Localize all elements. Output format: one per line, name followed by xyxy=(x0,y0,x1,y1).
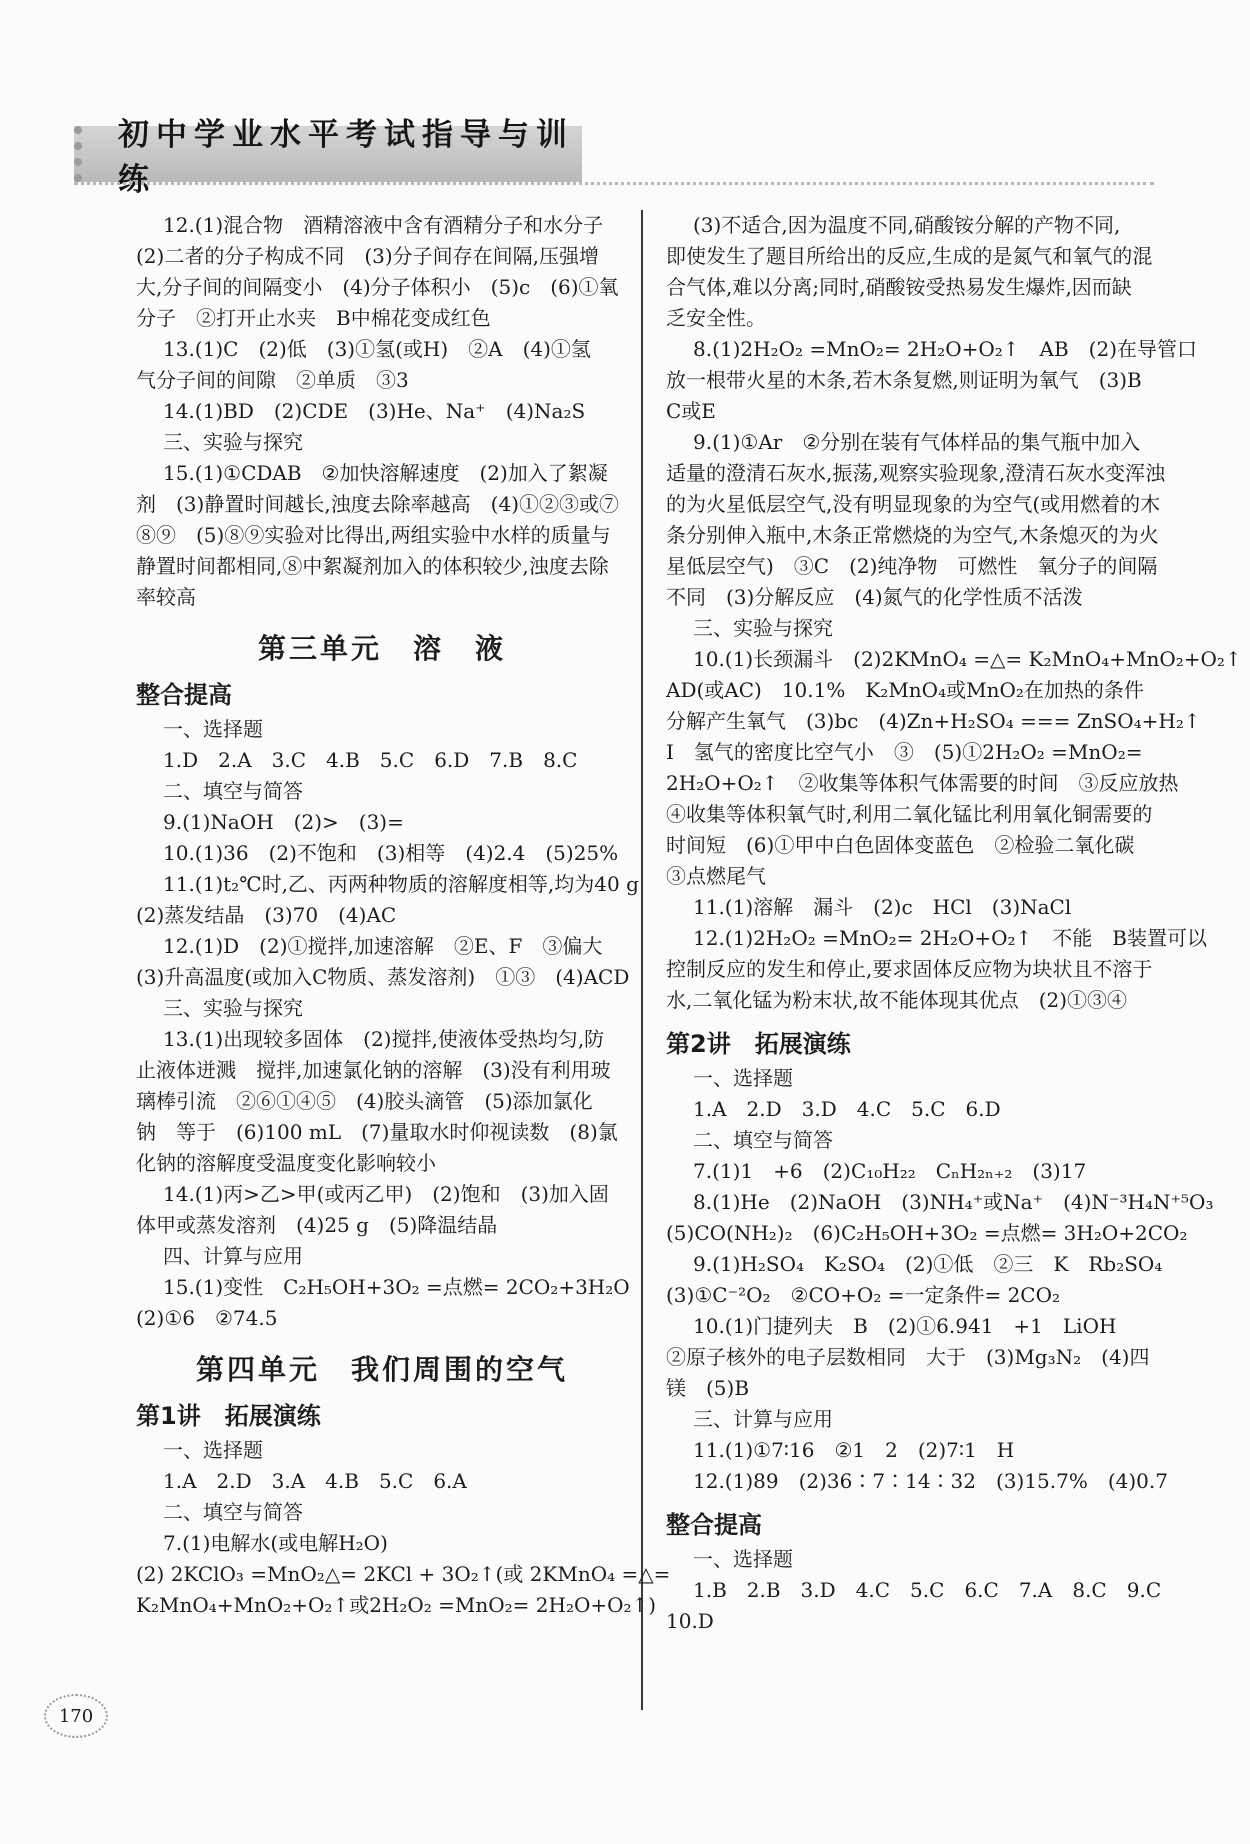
unit3-title: 第三单元 溶 液 xyxy=(257,632,506,665)
integration-answers xyxy=(666,1544,1160,1637)
text-line: 1.B 2.B 3.D 4.C 5.C 6.C 7.A 8.C 9.C xyxy=(693,1578,1162,1602)
text-line: 乏安全性。 xyxy=(666,306,766,330)
text-line: 10.(1)长颈漏斗 (2)2KMnO₄ =△= K₂MnO₄+MnO₂+O₂↑ xyxy=(693,647,1242,671)
text-line: 分解产生氧气 (3)bc (4)Zn+H₂SO₄ === ZnSO₄+H₂↑ xyxy=(666,709,1201,733)
text-line: 适量的澄清石灰水,振荡,观察实验现象,澄清石灰水变浑浊 xyxy=(666,461,1166,485)
text-line: 的为火星低层空气,没有明显现象的为空气(或用燃着的木 xyxy=(666,492,1161,516)
text-line: 放一根带火星的木条,若木条复燃,则证明为氧气 (3)B xyxy=(666,368,1142,392)
text-line: 12.(1)混合物 酒精溶液中含有酒精分子和水分子 xyxy=(163,213,604,237)
header-banner xyxy=(74,117,582,198)
unit4-title: 第四单元 我们周围的空气 xyxy=(195,1353,568,1386)
integration-heading: 整合提高 xyxy=(666,1511,762,1539)
text-line: 12.(1)D (2)①搅拌,加速溶解 ②E、F ③偏大 xyxy=(163,934,603,958)
text-line: 条分别伸入瓶中,木条正常燃烧的为空气,木条熄灭的为火 xyxy=(666,523,1159,547)
text-line: 率较高 xyxy=(136,585,196,609)
left-column xyxy=(136,210,671,1621)
text-line: 三、计算与应用 xyxy=(693,1407,833,1431)
lesson2-heading: 第2讲 拓展演练 xyxy=(666,1030,851,1058)
text-line: 8.(1)He (2)NaOH (3)NH₄⁺或Na⁺ (4)N⁻³H₄N⁺⁵O₃ xyxy=(693,1190,1214,1214)
text-line: 止液体迸溅 搅拌,加速氯化钠的溶解 (3)没有利用玻 xyxy=(136,1058,611,1082)
text-line: 合气体,难以分离;同时,硝酸铵受热易发生爆炸,因而缺 xyxy=(666,275,1132,299)
text-line: (3)升高温度(或加入C物质、蒸发溶剂) ①③ (4)ACD xyxy=(136,965,630,989)
text-line: (2)①6 ②74.5 xyxy=(136,1306,278,1330)
text-line: 分子 ②打开止水夹 B中棉花变成红色 xyxy=(136,306,491,330)
unit4-answers xyxy=(136,1435,671,1621)
text-line: 12.(1)2H₂O₂ =MnO₂= 2H₂O+O₂↑ 不能 B装置可以 xyxy=(693,926,1207,950)
text-line: 2H₂O+O₂↑ ②收集等体积气体需要的时间 ③反应放热 xyxy=(666,771,1179,795)
text-line: 7.(1)1 +6 (2)C₁₀H₂₂ CₙH₂ₙ₊₂ (3)17 xyxy=(693,1159,1087,1183)
text-line: C或E xyxy=(666,399,716,423)
page-number: 170 xyxy=(44,1694,108,1738)
text-line: ②原子核外的电子层数相同 大于 (3)Mg₃N₂ (4)四 xyxy=(666,1345,1150,1369)
text-line: 12.(1)89 (2)36∶7∶14∶32 (3)15.7% (4)0.7 xyxy=(693,1469,1168,1493)
text-line: 1.D 2.A 3.C 4.B 5.C 6.D 7.B 8.C xyxy=(163,748,578,772)
text-line: (2) 2KClO₃ =MnO₂△= 2KCl + 3O₂↑(或 2KMnO₄ =△= xyxy=(136,1562,671,1586)
text-line: 三、实验与探究 xyxy=(693,616,833,640)
text-line: K₂MnO₄+MnO₂+O₂↑或2H₂O₂ =MnO₂= 2H₂O+O₂↑) xyxy=(136,1593,657,1617)
text-line: 一、选择题 xyxy=(163,717,263,741)
text-line: 时间短 (6)①甲中白色固体变蓝色 ②检验二氧化碳 xyxy=(666,833,1135,857)
text-line: 三、实验与探究 xyxy=(163,430,303,454)
text-line: 13.(1)C (2)低 (3)①氢(或H) ②A (4)①氢 xyxy=(163,337,591,361)
text-line: 1.A 2.D 3.A 4.B 5.C 6.A xyxy=(163,1469,467,1493)
text-line: 三、实验与探究 xyxy=(163,996,303,1020)
text-line: 9.(1)①Ar ②分别在装有气体样品的集气瓶中加入 xyxy=(693,430,1141,454)
text-line: 静置时间都相同,⑧中絮凝剂加入的体积较少,浊度去除 xyxy=(136,554,609,578)
text-line: 一、选择题 xyxy=(163,1438,263,1462)
text-line: 一、选择题 xyxy=(693,1547,793,1571)
unit3-section-heading: 整合提高 xyxy=(136,681,232,709)
text-line: (2)二者的分子构成不同 (3)分子间存在间隔,压强增 xyxy=(136,244,600,268)
unit3-answers xyxy=(136,714,639,1334)
text-line: 一、选择题 xyxy=(693,1066,793,1090)
text-line: 11.(1)t₂℃时,乙、丙两种物质的溶解度相等,均为40 g xyxy=(163,872,639,896)
text-line: 15.(1)变性 C₂H₅OH+3O₂ =点燃= 2CO₂+3H₂O xyxy=(163,1275,630,1299)
text-line: 控制反应的发生和停止,要求固体反应物为块状且不溶于 xyxy=(666,957,1153,981)
unit4-section-heading: 第1讲 拓展演练 xyxy=(136,1402,321,1430)
page-header-title: 初中学业水平考试指导与训练 xyxy=(118,117,574,198)
text-line: 9.(1)H₂SO₄ K₂SO₄ (2)①低 ②三 K Rb₂SO₄ xyxy=(693,1252,1163,1276)
text-line: 15.(1)①CDAB ②加快溶解速度 (2)加入了絮凝 xyxy=(163,461,608,485)
header-rule xyxy=(74,182,1154,185)
text-line: 镁 (5)B xyxy=(666,1376,750,1400)
text-line: 化钠的溶解度受温度变化影响较小 xyxy=(136,1151,436,1175)
text-line: 体甲或蒸发溶剂 (4)25 g (5)降温结晶 xyxy=(136,1213,498,1237)
text-line: (3)①C⁻²O₂ ②CO+O₂ =一定条件= 2CO₂ xyxy=(666,1283,1061,1307)
unit2-answers xyxy=(136,210,628,613)
text-line: 大,分子间的间隔变小 (4)分子体积小 (5)c (6)①氧 xyxy=(136,275,619,299)
text-line: (2)蒸发结晶 (3)70 (4)AC xyxy=(136,903,397,927)
text-line: 8.(1)2H₂O₂ =MnO₂= 2H₂O+O₂↑ AB (2)在导管口 xyxy=(693,337,1197,361)
text-line: 10.(1)门捷列夫 B (2)①6.941 +1 LiOH xyxy=(693,1314,1117,1338)
text-line: 不同 (3)分解反应 (4)氮气的化学性质不活泼 xyxy=(666,585,1083,609)
text-line: 10.(1)36 (2)不饱和 (3)相等 (4)2.4 (5)25% xyxy=(163,841,619,865)
text-line: 星低层空气) ③C (2)纯净物 可燃性 氧分子的间隔 xyxy=(666,554,1158,578)
right-column xyxy=(666,210,1242,1637)
unit4-lesson1-answers-cont xyxy=(666,210,1242,1016)
text-line: 9.(1)NaOH (2)> (3)= xyxy=(163,810,404,834)
text-line: 14.(1)丙>乙>甲(或丙乙甲) (2)饱和 (3)加入固 xyxy=(163,1182,609,1206)
text-line: I 氢气的密度比空气小 ③ (5)①2H₂O₂ =MnO₂= xyxy=(666,740,1143,764)
text-line: (3)不适合,因为温度不同,硝酸铵分解的产物不同, xyxy=(693,213,1121,237)
text-line: 钠 等于 (6)100 mL (7)量取水时仰视读数 (8)氯 xyxy=(136,1120,618,1144)
text-line: AD(或AC) 10.1% K₂MnO₄或MnO₂在加热的条件 xyxy=(666,678,1144,702)
text-line: ⑧⑨ (5)⑧⑨实验对比得出,两组实验中水样的质量与 xyxy=(136,523,611,547)
text-line: 剂 (3)静置时间越长,浊度去除率越高 (4)①②③或⑦ xyxy=(136,492,620,516)
text-line: (5)CO(NH₂)₂ (6)C₂H₅OH+3O₂ =点燃= 3H₂O+2CO₂ xyxy=(666,1221,1188,1245)
text-line: 7.(1)电解水(或电解H₂O) xyxy=(163,1531,388,1555)
text-line: 1.A 2.D 3.D 4.C 5.C 6.D xyxy=(693,1097,1001,1121)
text-line: 璃棒引流 ②⑥①④⑤ (4)胶头滴管 (5)添加氯化 xyxy=(136,1089,593,1113)
text-line: 11.(1)①7∶16 ②1 2 (2)7∶1 H xyxy=(693,1438,1015,1462)
text-line: 10.D xyxy=(666,1609,714,1633)
text-line: 即使发生了题目所给出的反应,生成的是氮气和氧气的混 xyxy=(666,244,1153,268)
text-line: 11.(1)溶解 漏斗 (2)c HCl (3)NaCl xyxy=(693,895,1072,919)
text-line: 四、计算与应用 xyxy=(163,1244,303,1268)
text-line: 二、填空与简答 xyxy=(163,1500,303,1524)
column-divider xyxy=(641,210,643,1710)
text-line: 水,二氧化锰为粉末状,故不能体现其优点 (2)①③④ xyxy=(666,988,1128,1012)
text-line: 14.(1)BD (2)CDE (3)He、Na⁺ (4)Na₂S xyxy=(163,399,586,423)
text-line: 二、填空与简答 xyxy=(693,1128,833,1152)
text-line: 气分子间的间隙 ②单质 ③3 xyxy=(136,368,409,392)
text-line: 二、填空与简答 xyxy=(163,779,303,803)
text-line: 13.(1)出现较多固体 (2)搅拌,使液体受热均匀,防 xyxy=(163,1027,605,1051)
text-line: ③点燃尾气 xyxy=(666,864,766,888)
text-line: ④收集等体积氧气时,利用二氧化锰比利用氧化铜需要的 xyxy=(666,802,1153,826)
lesson2-answers xyxy=(666,1063,1214,1497)
